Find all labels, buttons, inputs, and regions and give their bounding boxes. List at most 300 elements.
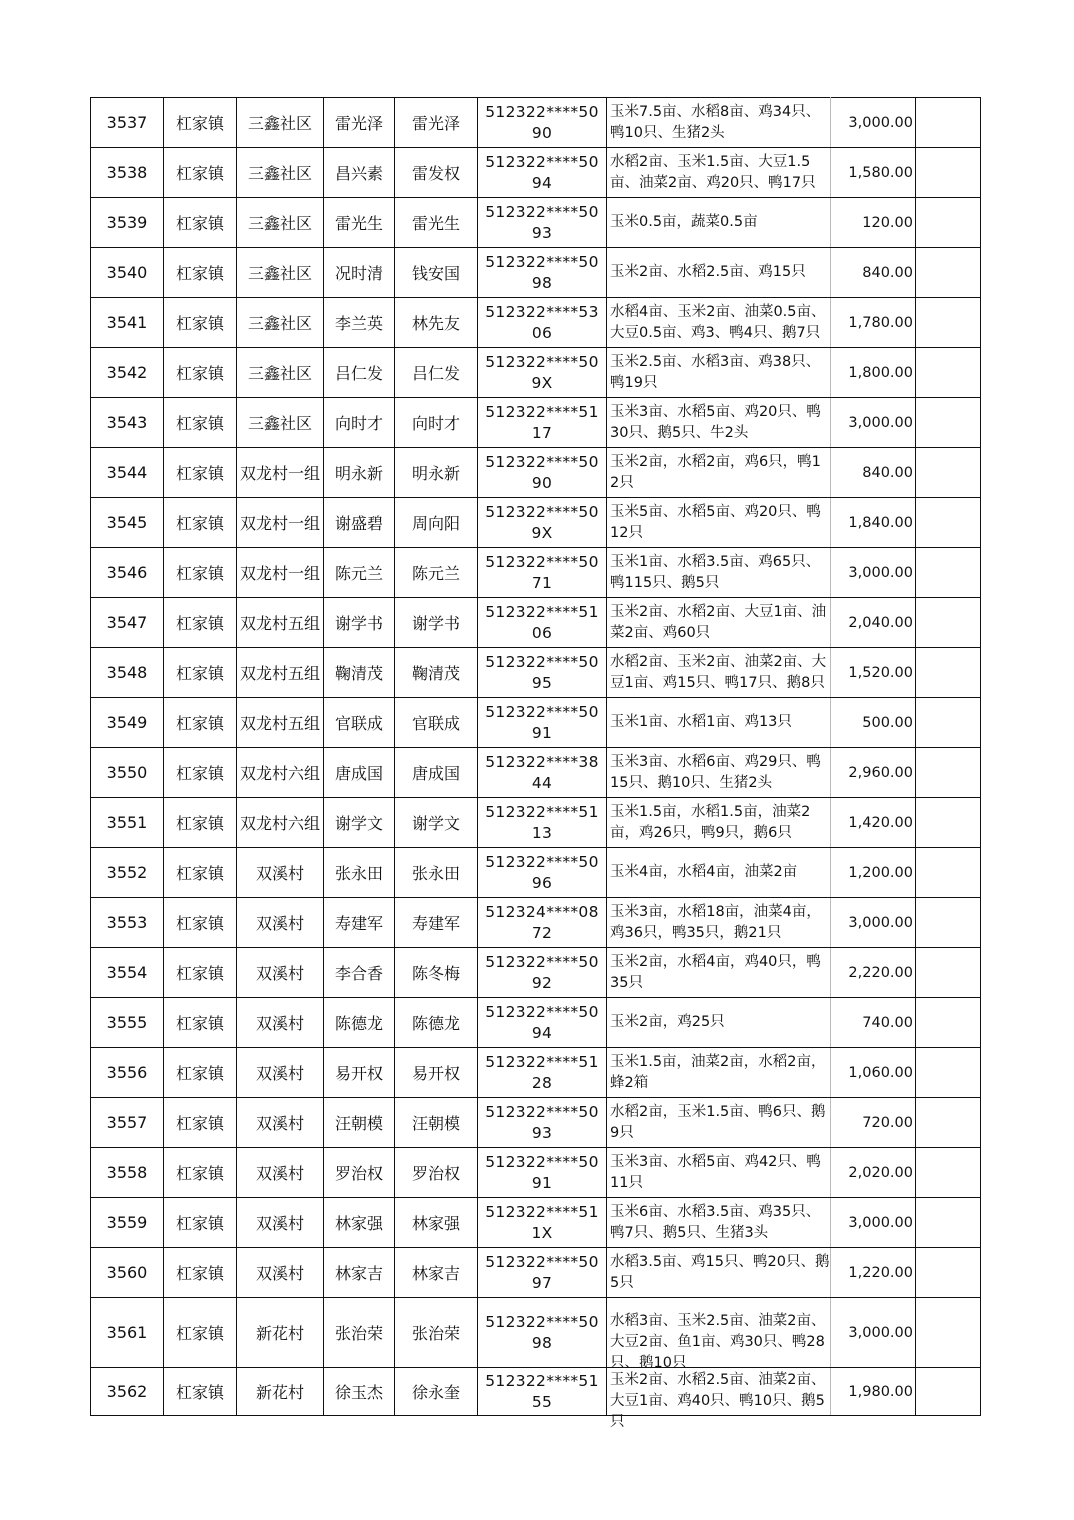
blank-cell bbox=[916, 198, 981, 248]
description-cell bbox=[607, 798, 831, 848]
blank-cell bbox=[916, 1298, 981, 1368]
town-cell: 杠家镇 bbox=[164, 148, 237, 198]
id-number-line: 512322****50 bbox=[485, 352, 599, 371]
id-number-line: 512322****50 bbox=[485, 852, 599, 871]
amount-cell: 1,840.00 bbox=[831, 498, 916, 548]
blank-cell bbox=[916, 1198, 981, 1248]
name-cell: 李兰英 bbox=[324, 298, 395, 348]
blank-cell bbox=[916, 248, 981, 298]
blank-cell bbox=[916, 648, 981, 698]
blank-cell bbox=[916, 1248, 981, 1298]
id-number-line: 512322****38 bbox=[485, 752, 599, 771]
id-number-cell bbox=[478, 648, 607, 698]
householder-cell: 明永新 bbox=[395, 448, 478, 498]
householder-cell: 雷光生 bbox=[395, 198, 478, 248]
community-cell: 双龙村五组 bbox=[237, 648, 324, 698]
table-row bbox=[91, 898, 981, 948]
id-number-line: 55 bbox=[531, 1392, 553, 1411]
row-number-cell: 3549 bbox=[91, 698, 164, 748]
table-row bbox=[91, 448, 981, 498]
householder-cell: 林先友 bbox=[395, 298, 478, 348]
amount-cell: 2,040.00 bbox=[831, 598, 916, 648]
row-number-cell: 3550 bbox=[91, 748, 164, 798]
community-cell: 双龙村一组 bbox=[237, 548, 324, 598]
description-text: 玉米1亩、水稻1亩、鸡13只 bbox=[610, 714, 792, 730]
community-cell: 三鑫社区 bbox=[237, 98, 324, 148]
table-row bbox=[91, 1048, 981, 1098]
id-number-line: 512322****50 bbox=[485, 652, 599, 671]
row-number-cell: 3542 bbox=[91, 348, 164, 398]
description-text: 玉米1.5亩，油菜2亩，水稻2亩，蜂2箱 bbox=[610, 1053, 826, 1091]
town-cell: 杠家镇 bbox=[164, 498, 237, 548]
blank-cell bbox=[916, 1048, 981, 1098]
community-cell: 三鑫社区 bbox=[237, 298, 324, 348]
householder-cell: 张治荣 bbox=[395, 1298, 478, 1368]
id-number-line: 512322****51 bbox=[485, 1202, 599, 1221]
community-cell: 三鑫社区 bbox=[237, 248, 324, 298]
id-number-line: 512322****53 bbox=[485, 302, 599, 321]
description-cell bbox=[607, 1248, 831, 1298]
description-text: 水稻4亩、玉米2亩、油菜0.5亩、大豆0.5亩、鸡3、鸭4只、鹅7只 bbox=[610, 303, 826, 341]
community-cell: 三鑫社区 bbox=[237, 198, 324, 248]
data-table bbox=[90, 97, 981, 1430]
description-text: 玉米3亩、水稻5亩、鸡20只、鸭30只、鹅5只、牛2头 bbox=[610, 403, 821, 441]
amount-cell: 1,780.00 bbox=[831, 298, 916, 348]
id-number-line: 512322****50 bbox=[485, 152, 599, 171]
description-cell bbox=[607, 698, 831, 748]
amount-cell: 500.00 bbox=[831, 698, 916, 748]
id-number-cell bbox=[478, 998, 607, 1048]
id-number-line: 512322****50 bbox=[485, 952, 599, 971]
community-cell: 三鑫社区 bbox=[237, 148, 324, 198]
description-cell bbox=[607, 1098, 831, 1148]
householder-cell: 徐永奎 bbox=[395, 1368, 478, 1416]
town-cell: 杠家镇 bbox=[164, 1148, 237, 1198]
id-number-line: 96 bbox=[531, 873, 553, 892]
id-number-line: 512322****50 bbox=[485, 1002, 599, 1021]
row-number-cell: 3545 bbox=[91, 498, 164, 548]
name-cell: 陈元兰 bbox=[324, 548, 395, 598]
householder-cell: 鞠清茂 bbox=[395, 648, 478, 698]
amount-cell: 2,960.00 bbox=[831, 748, 916, 798]
amount-cell: 3,000.00 bbox=[831, 98, 916, 148]
table-row bbox=[91, 398, 981, 448]
id-number-cell bbox=[478, 148, 607, 198]
name-cell: 谢盛碧 bbox=[324, 498, 395, 548]
id-number-line: 512322****51 bbox=[485, 802, 599, 821]
table-row bbox=[91, 748, 981, 798]
name-cell: 罗治权 bbox=[324, 1148, 395, 1198]
householder-cell: 易开权 bbox=[395, 1048, 478, 1098]
id-number-line: 1X bbox=[531, 1223, 553, 1242]
id-number-line: 512322****51 bbox=[485, 602, 599, 621]
amount-cell: 3,000.00 bbox=[831, 398, 916, 448]
id-number-line: 28 bbox=[531, 1073, 553, 1092]
blank-cell bbox=[916, 998, 981, 1048]
amount-cell: 1,520.00 bbox=[831, 648, 916, 698]
row-number-cell: 3559 bbox=[91, 1198, 164, 1248]
id-number-line: 512322****50 bbox=[485, 1102, 599, 1121]
id-number-cell bbox=[478, 348, 607, 398]
community-cell: 双溪村 bbox=[237, 1048, 324, 1098]
description-text: 玉米2亩，鸡25只 bbox=[610, 1014, 725, 1030]
row-number-cell: 3537 bbox=[91, 98, 164, 148]
householder-cell: 谢学书 bbox=[395, 598, 478, 648]
amount-cell: 1,060.00 bbox=[831, 1048, 916, 1098]
householder-cell: 雷发权 bbox=[395, 148, 478, 198]
id-number-cell bbox=[478, 1148, 607, 1198]
community-cell: 双龙村六组 bbox=[237, 798, 324, 848]
id-number-line: 9X bbox=[531, 373, 553, 392]
town-cell: 杠家镇 bbox=[164, 348, 237, 398]
description-cell bbox=[607, 648, 831, 698]
id-number-line: 512322****50 bbox=[485, 102, 599, 121]
description-cell bbox=[607, 1198, 831, 1248]
householder-cell: 雷光泽 bbox=[395, 98, 478, 148]
description-cell bbox=[607, 748, 831, 798]
blank-cell bbox=[916, 448, 981, 498]
name-cell: 明永新 bbox=[324, 448, 395, 498]
name-cell: 陈德龙 bbox=[324, 998, 395, 1048]
row-number-cell: 3560 bbox=[91, 1248, 164, 1298]
community-cell: 双溪村 bbox=[237, 848, 324, 898]
blank-cell bbox=[916, 1098, 981, 1148]
town-cell: 杠家镇 bbox=[164, 1098, 237, 1148]
table-row bbox=[91, 948, 981, 998]
blank-cell bbox=[916, 1368, 981, 1416]
description-text: 玉米3亩、水稻6亩、鸡29只、鸭15只、鹅10只、生猪2头 bbox=[610, 753, 821, 791]
description-text: 玉米2亩、水稻2亩、大豆1亩、油菜2亩、鸡60只 bbox=[610, 603, 827, 641]
row-number-cell: 3546 bbox=[91, 548, 164, 598]
id-number-cell bbox=[478, 1048, 607, 1098]
householder-cell: 张永田 bbox=[395, 848, 478, 898]
table-row bbox=[91, 148, 981, 198]
householder-cell: 林家吉 bbox=[395, 1248, 478, 1298]
community-cell: 双溪村 bbox=[237, 1148, 324, 1198]
id-number-cell bbox=[478, 948, 607, 998]
id-number-cell bbox=[478, 698, 607, 748]
row-number-cell: 3539 bbox=[91, 198, 164, 248]
town-cell: 杠家镇 bbox=[164, 548, 237, 598]
description-text: 玉米1亩、水稻3.5亩、鸡65只、鸭115只、鹅5只 bbox=[610, 553, 821, 591]
description-text: 玉米4亩，水稻4亩，油菜2亩 bbox=[610, 864, 798, 880]
id-number-line: 93 bbox=[531, 223, 553, 242]
name-cell: 徐玉杰 bbox=[324, 1368, 395, 1416]
amount-cell: 1,200.00 bbox=[831, 848, 916, 898]
blank-cell bbox=[916, 698, 981, 748]
row-number-cell: 3555 bbox=[91, 998, 164, 1048]
table-row bbox=[91, 348, 981, 398]
householder-cell: 官联成 bbox=[395, 698, 478, 748]
amount-cell: 3,000.00 bbox=[831, 898, 916, 948]
table-row bbox=[91, 248, 981, 298]
row-number-cell: 3557 bbox=[91, 1098, 164, 1148]
id-number-line: 91 bbox=[531, 723, 553, 742]
description-text: 玉米2亩、水稻2.5亩、油菜2亩、大豆1亩、鸡40只、鸭10只、鹅5只 bbox=[610, 1371, 826, 1430]
name-cell: 寿建军 bbox=[324, 898, 395, 948]
blank-cell bbox=[916, 848, 981, 898]
id-number-line: 71 bbox=[531, 573, 553, 592]
community-cell: 双溪村 bbox=[237, 948, 324, 998]
town-cell: 杠家镇 bbox=[164, 398, 237, 448]
blank-cell bbox=[916, 898, 981, 948]
table-row bbox=[91, 1098, 981, 1148]
row-number-cell: 3553 bbox=[91, 898, 164, 948]
town-cell: 杠家镇 bbox=[164, 848, 237, 898]
community-cell: 双溪村 bbox=[237, 1248, 324, 1298]
id-number-line: 512322****50 bbox=[485, 702, 599, 721]
description-text: 水稻3.5亩、鸡15只、鸭20只、鹅5只 bbox=[610, 1253, 830, 1291]
community-cell: 双溪村 bbox=[237, 898, 324, 948]
description-text: 水稻3亩、玉米2.5亩、油菜2亩、大豆2亩、鱼1亩、鸡30只、鸭28只、鹅10只 bbox=[610, 1312, 826, 1371]
householder-cell: 陈德龙 bbox=[395, 998, 478, 1048]
description-text: 玉米2亩，水稻2亩，鸡6只，鸭12只 bbox=[610, 453, 821, 491]
blank-cell bbox=[916, 748, 981, 798]
table-row bbox=[91, 1248, 981, 1298]
description-cell bbox=[607, 1048, 831, 1098]
name-cell: 况时清 bbox=[324, 248, 395, 298]
description-cell bbox=[607, 98, 831, 148]
community-cell: 三鑫社区 bbox=[237, 348, 324, 398]
id-number-line: 512322****50 bbox=[485, 1252, 599, 1271]
amount-cell: 120.00 bbox=[831, 198, 916, 248]
town-cell: 杠家镇 bbox=[164, 98, 237, 148]
name-cell: 易开权 bbox=[324, 1048, 395, 1098]
description-cell bbox=[607, 398, 831, 448]
description-text: 玉米2亩，水稻4亩，鸡40只，鸭35只 bbox=[610, 953, 821, 991]
householder-cell: 吕仁发 bbox=[395, 348, 478, 398]
table-row bbox=[91, 98, 981, 148]
row-number-cell: 3556 bbox=[91, 1048, 164, 1098]
blank-cell bbox=[916, 348, 981, 398]
community-cell: 双龙村五组 bbox=[237, 698, 324, 748]
description-text: 玉米1.5亩，水稻1.5亩，油菜2亩，鸡26只，鸭9只，鹅6只 bbox=[610, 803, 811, 841]
id-number-cell bbox=[478, 798, 607, 848]
blank-cell bbox=[916, 148, 981, 198]
town-cell: 杠家镇 bbox=[164, 998, 237, 1048]
row-number-cell: 3548 bbox=[91, 648, 164, 698]
town-cell: 杠家镇 bbox=[164, 1248, 237, 1298]
community-cell: 双溪村 bbox=[237, 1098, 324, 1148]
table-row bbox=[91, 998, 981, 1048]
description-text: 玉米2亩、水稻2.5亩、鸡15只 bbox=[610, 264, 806, 280]
amount-cell: 840.00 bbox=[831, 448, 916, 498]
town-cell: 杠家镇 bbox=[164, 698, 237, 748]
id-number-line: 90 bbox=[531, 473, 553, 492]
blank-cell bbox=[916, 398, 981, 448]
row-number-cell: 3544 bbox=[91, 448, 164, 498]
description-cell bbox=[607, 1298, 831, 1371]
amount-cell: 720.00 bbox=[831, 1098, 916, 1148]
description-cell bbox=[607, 148, 831, 198]
householder-cell: 汪朝模 bbox=[395, 1098, 478, 1148]
table-row bbox=[91, 298, 981, 348]
name-cell: 李合香 bbox=[324, 948, 395, 998]
id-number-cell bbox=[478, 248, 607, 298]
id-number-line: 98 bbox=[531, 273, 553, 292]
town-cell: 杠家镇 bbox=[164, 198, 237, 248]
name-cell: 唐成国 bbox=[324, 748, 395, 798]
description-cell bbox=[607, 998, 831, 1048]
amount-cell: 1,580.00 bbox=[831, 148, 916, 198]
id-number-cell bbox=[478, 448, 607, 498]
table-row bbox=[91, 498, 981, 548]
blank-cell bbox=[916, 598, 981, 648]
table-row bbox=[91, 548, 981, 598]
community-cell: 双龙村一组 bbox=[237, 498, 324, 548]
row-number-cell: 3543 bbox=[91, 398, 164, 448]
description-text: 玉米6亩、水稻3.5亩、鸡35只、鸭7只、鹅5只、生猪3头 bbox=[610, 1203, 821, 1241]
id-number-cell bbox=[478, 848, 607, 898]
id-number-line: 512322****51 bbox=[485, 1371, 599, 1390]
id-number-cell bbox=[478, 548, 607, 598]
table-row bbox=[91, 698, 981, 748]
name-cell: 林家强 bbox=[324, 1198, 395, 1248]
town-cell: 杠家镇 bbox=[164, 1368, 237, 1416]
community-cell: 新花村 bbox=[237, 1298, 324, 1368]
community-cell: 双龙村六组 bbox=[237, 748, 324, 798]
description-text: 水稻2亩、玉米2亩、油菜2亩、大豆1亩、鸡15只、鸭17只、鹅8只 bbox=[610, 653, 827, 691]
householder-cell: 寿建军 bbox=[395, 898, 478, 948]
community-cell: 双龙村一组 bbox=[237, 448, 324, 498]
description-text: 水稻2亩、玉米1.5亩、大豆1.5亩、油菜2亩、鸡20只、鸭17只 bbox=[610, 153, 816, 191]
id-number-line: 98 bbox=[531, 1333, 553, 1352]
town-cell: 杠家镇 bbox=[164, 748, 237, 798]
row-number-cell: 3551 bbox=[91, 798, 164, 848]
amount-cell: 840.00 bbox=[831, 248, 916, 298]
amount-cell: 3,000.00 bbox=[831, 1198, 916, 1248]
row-number-cell: 3554 bbox=[91, 948, 164, 998]
name-cell: 向时才 bbox=[324, 398, 395, 448]
householder-cell: 林家强 bbox=[395, 1198, 478, 1248]
row-number-cell: 3558 bbox=[91, 1148, 164, 1198]
id-number-line: 512322****50 bbox=[485, 502, 599, 521]
row-number-cell: 3541 bbox=[91, 298, 164, 348]
community-cell: 新花村 bbox=[237, 1368, 324, 1416]
id-number-line: 13 bbox=[531, 823, 553, 842]
amount-cell: 1,420.00 bbox=[831, 798, 916, 848]
town-cell: 杠家镇 bbox=[164, 598, 237, 648]
amount-cell: 3,000.00 bbox=[831, 548, 916, 598]
id-number-cell bbox=[478, 1098, 607, 1148]
id-number-cell bbox=[478, 498, 607, 548]
id-number-cell bbox=[478, 298, 607, 348]
name-cell: 谢学文 bbox=[324, 798, 395, 848]
id-number-line: 512322****50 bbox=[485, 1312, 599, 1331]
name-cell: 张永田 bbox=[324, 848, 395, 898]
amount-cell: 740.00 bbox=[831, 998, 916, 1048]
id-number-line: 06 bbox=[531, 623, 553, 642]
id-number-cell bbox=[478, 598, 607, 648]
town-cell: 杠家镇 bbox=[164, 948, 237, 998]
name-cell: 雷光泽 bbox=[324, 98, 395, 148]
id-number-cell bbox=[478, 1298, 607, 1368]
id-number-line: 512322****50 bbox=[485, 552, 599, 571]
description-cell bbox=[607, 298, 831, 348]
id-number-line: 9X bbox=[531, 523, 553, 542]
blank-cell bbox=[916, 948, 981, 998]
description-cell bbox=[607, 1368, 831, 1430]
householder-cell: 陈冬梅 bbox=[395, 948, 478, 998]
table-row bbox=[91, 598, 981, 648]
id-number-line: 512322****50 bbox=[485, 452, 599, 471]
town-cell: 杠家镇 bbox=[164, 1048, 237, 1098]
id-number-cell bbox=[478, 898, 607, 948]
table-row bbox=[91, 1368, 981, 1416]
town-cell: 杠家镇 bbox=[164, 648, 237, 698]
description-text: 玉米0.5亩，蔬菜0.5亩 bbox=[610, 214, 758, 230]
town-cell: 杠家镇 bbox=[164, 898, 237, 948]
name-cell: 官联成 bbox=[324, 698, 395, 748]
community-cell: 三鑫社区 bbox=[237, 398, 324, 448]
amount-cell: 2,220.00 bbox=[831, 948, 916, 998]
description-cell bbox=[607, 248, 831, 298]
id-number-line: 92 bbox=[531, 973, 553, 992]
id-number-line: 91 bbox=[531, 1173, 553, 1192]
row-number-cell: 3547 bbox=[91, 598, 164, 648]
householder-cell: 陈元兰 bbox=[395, 548, 478, 598]
householder-cell: 向时才 bbox=[395, 398, 478, 448]
row-number-cell: 3540 bbox=[91, 248, 164, 298]
description-cell bbox=[607, 898, 831, 948]
amount-cell: 1,980.00 bbox=[831, 1368, 916, 1416]
description-cell bbox=[607, 848, 831, 898]
householder-cell: 周向阳 bbox=[395, 498, 478, 548]
table-row bbox=[91, 1198, 981, 1248]
id-number-line: 512322****51 bbox=[485, 402, 599, 421]
table-row bbox=[91, 1148, 981, 1198]
name-cell: 雷光生 bbox=[324, 198, 395, 248]
name-cell: 吕仁发 bbox=[324, 348, 395, 398]
id-number-line: 94 bbox=[531, 1023, 553, 1042]
table-row bbox=[91, 848, 981, 898]
description-text: 玉米3亩、水稻5亩、鸡42只、鸭11只 bbox=[610, 1153, 821, 1191]
id-number-cell bbox=[478, 1198, 607, 1248]
name-cell: 张治荣 bbox=[324, 1298, 395, 1368]
blank-cell bbox=[916, 98, 981, 148]
town-cell: 杠家镇 bbox=[164, 1298, 237, 1368]
row-number-cell: 3552 bbox=[91, 848, 164, 898]
description-cell bbox=[607, 498, 831, 548]
id-number-line: 94 bbox=[531, 173, 553, 192]
name-cell: 昌兴素 bbox=[324, 148, 395, 198]
householder-cell: 罗治权 bbox=[395, 1148, 478, 1198]
blank-cell bbox=[916, 298, 981, 348]
blank-cell bbox=[916, 548, 981, 598]
id-number-cell bbox=[478, 98, 607, 148]
id-number-line: 93 bbox=[531, 1123, 553, 1142]
description-text: 水稻2亩，玉米1.5亩、鸭6只、鹅9只 bbox=[610, 1103, 826, 1141]
description-cell bbox=[607, 1148, 831, 1198]
householder-cell: 谢学文 bbox=[395, 798, 478, 848]
name-cell: 谢学书 bbox=[324, 598, 395, 648]
id-number-cell bbox=[478, 1368, 607, 1416]
town-cell: 杠家镇 bbox=[164, 448, 237, 498]
id-number-line: 17 bbox=[531, 423, 553, 442]
amount-cell: 3,000.00 bbox=[831, 1298, 916, 1368]
town-cell: 杠家镇 bbox=[164, 798, 237, 848]
householder-cell: 钱安国 bbox=[395, 248, 478, 298]
description-cell bbox=[607, 198, 831, 248]
row-number-cell: 3561 bbox=[91, 1298, 164, 1368]
description-cell bbox=[607, 548, 831, 598]
id-number-cell bbox=[478, 1248, 607, 1298]
blank-cell bbox=[916, 498, 981, 548]
town-cell: 杠家镇 bbox=[164, 298, 237, 348]
id-number-cell bbox=[478, 398, 607, 448]
amount-cell: 1,800.00 bbox=[831, 348, 916, 398]
row-number-cell: 3562 bbox=[91, 1368, 164, 1416]
